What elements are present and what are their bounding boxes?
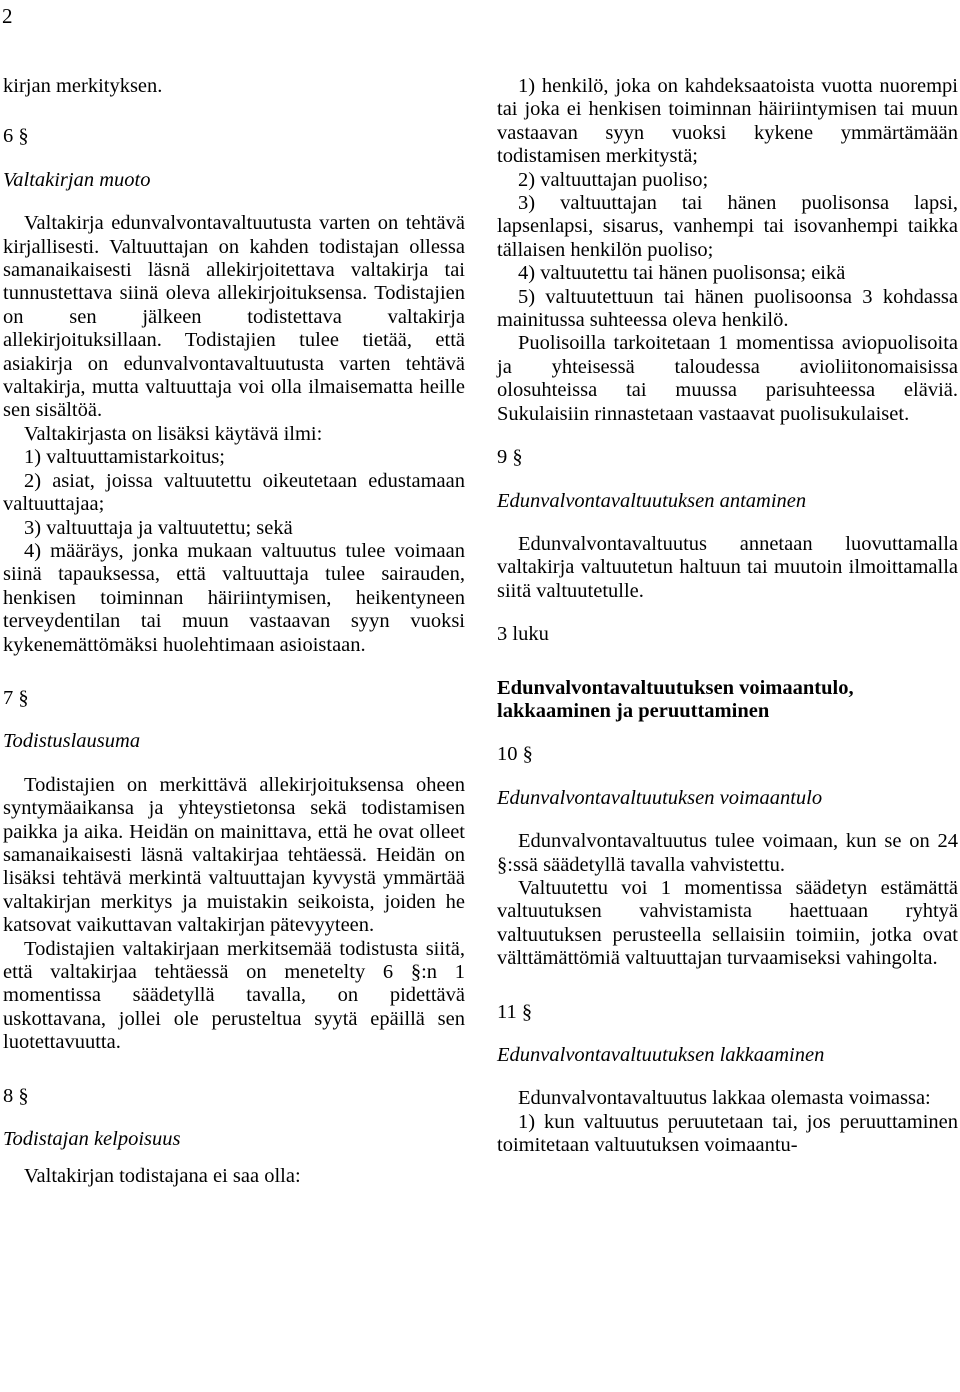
section-8-item-2: 2) valtuuttajan puoliso; (518, 168, 709, 191)
section-10-number: 10 § (497, 743, 533, 766)
section-6-item-1: 1) valtuuttamistarkoitus; (24, 446, 225, 469)
section-11-item-1: 1) kun valtuutus peruutetaan tai, jos peruuttaminen toimitetaan valtuutuksen voimaantu- (497, 1110, 958, 1157)
section-8-item-3: 3) valtuuttajan tai hänen puolisonsa lapsi, lapsenlapsi, sisarus, vanhempi tai isovanhempi taikka tällaisen henkilön puoliso; (497, 192, 958, 261)
section-9-number: 9 § (497, 446, 523, 469)
section-8-paragraph-1: Valtakirjan todistajana ei saa olla: (24, 1165, 301, 1188)
section-10-paragraph-2: Valtuutettu voi 1 momentissa säädetyn estämättä valtuutuksen vahvistamista haettuaan ryhtyä valtuutuksen perusteella sellaisiin toimiin, jotka ovat välttämättömiä valtuuttajan turvaamiseksi vahingolta. (497, 876, 958, 970)
right-column (497, 75, 958, 1158)
section-10-title: Edunvalvontavaltuutuksen voimaantulo (497, 786, 823, 809)
section-8-item-4: 4) valtuutettu tai hänen puolisonsa; eikä (518, 262, 846, 285)
chapter-title-line-1: Edunvalvontavaltuutuksen voimaantulo, (497, 676, 854, 699)
section-7-number: 7 § (3, 686, 29, 709)
section-8-item-5: 5) valtuutettuun tai hänen puolisoonsa 3 kohdassa mainitussa suhteessa oleva henkilö. (497, 285, 958, 332)
section-8-title: Todistajan kelpoisuus (3, 1128, 181, 1151)
intro-fragment: kirjan merkityksen. (3, 75, 163, 97)
section-6-paragraph-1: Valtakirja edunvalvontavaltuutusta varten on tehtävä kirjallisesti. Valtuuttajan on kahden todistajan ollessa samanaikaisesti läsnä allekirjoitettava valtakirja tai tunnustettava siinä oleva allekirjoituksensa. Todistajien on sen jälkeen todistettava valtakirja allekirjoituksillaan. Todistajien tulee tietää, että asiakirja on edunvalvontavaltuutusta varten tehtävä valtakirja, mutta valtuuttaja voi olla ilmaisematta heille sen sisältöä. (3, 212, 465, 422)
section-6-item-3: 3) valtuuttaja ja valtuutettu; sekä (24, 516, 293, 539)
left-column (3, 75, 465, 1189)
page-number: 2 (2, 4, 13, 28)
section-6-item-4: 4) määräys, jonka mukaan valtuutus tulee voimaan siinä tapauksessa, että valtuuttaja tulee sairauden, henkisen toiminnan häiriintymisen, heikentyneen terveydentilan tai muun vastaavan syyn vuoksi kykenemättömäksi huolehtimaan asioistaan. (3, 539, 465, 656)
chapter-title-line-2: lakkaaminen ja peruuttaminen (497, 699, 770, 722)
section-9-paragraph-1: Edunvalvontavaltuutus annetaan luovuttamalla valtakirja valtuutetun haltuun tai muutoin ilmoittamalla siitä valtuutetulle. (497, 532, 958, 602)
section-8-item-1: 1) henkilö, joka on kahdeksaatoista vuotta nuorempi tai joka ei henkisen toiminnan häiriintymisen tai muun vastaavan syyn vuoksi kykene ymmärtämään todistamisen merkitystä; (497, 75, 958, 168)
section-9-title: Edunvalvontavaltuutuksen antaminen (497, 489, 807, 512)
section-11-paragraph-1: Edunvalvontavaltuutus lakkaa olemasta voimassa: (518, 1087, 931, 1110)
section-11-number: 11 § (497, 1000, 533, 1023)
section-6-item-2: 2) asiat, joissa valtuutettu oikeutetaan edustamaan valtuuttajaa; (3, 469, 465, 516)
section-11-title: Edunvalvontavaltuutuksen lakkaaminen (497, 1044, 825, 1066)
section-8-number: 8 § (3, 1084, 29, 1107)
section-6-number: 6 § (3, 125, 29, 148)
section-8-paragraph-2: Puolisoilla tarkoitetaan 1 momentissa aviopuolisoita ja yhteisessä taloudessa avioliitonomaisissa olosuhteissa tai muussa parisuhteessa eläviä. Sukulaisiin rinnastetaan vastaavat puolisukulaiset. (497, 332, 958, 425)
section-7-paragraph-2: Todistajien valtakirjaan merkitsemää todistusta siitä, että valtakirjaa tehtäessä on menetelty 6 §:n 1 momentissa säädetyllä tavalla, on pidettävä uskottavana, jollei ole perusteltua syytä epäillä sen luotettavuutta. (3, 937, 465, 1054)
section-10-paragraph-1: Edunvalvontavaltuutus tulee voimaan, kun se on 24 §:ssä säädetyllä tavalla vahvistettu. (497, 830, 958, 876)
section-7-paragraph-1: Todistajien on merkittävä allekirjoituksensa oheen syntymäaikansa ja yhteystietonsa sekä todistamisen paikka ja aika. Heidän on mainittava, että he ovat olleet samanaikaisesti läsnä valtakirjaa tehtäessä. Heidän on lisäksi tehtävä merkintä valtuuttajan kyvystä ymmärtää valtakirjan merkitys ja muistakin seikoista, joiden he katsovat vaikuttavan valtakirjan pätevyyteen. (3, 773, 465, 937)
chapter-number: 3 luku (497, 623, 549, 646)
section-6-title: Valtakirjan muoto (3, 168, 151, 191)
section-7-title: Todistuslausuma (3, 730, 141, 753)
section-6-paragraph-2: Valtakirjasta on lisäksi käytävä ilmi: (24, 422, 323, 445)
